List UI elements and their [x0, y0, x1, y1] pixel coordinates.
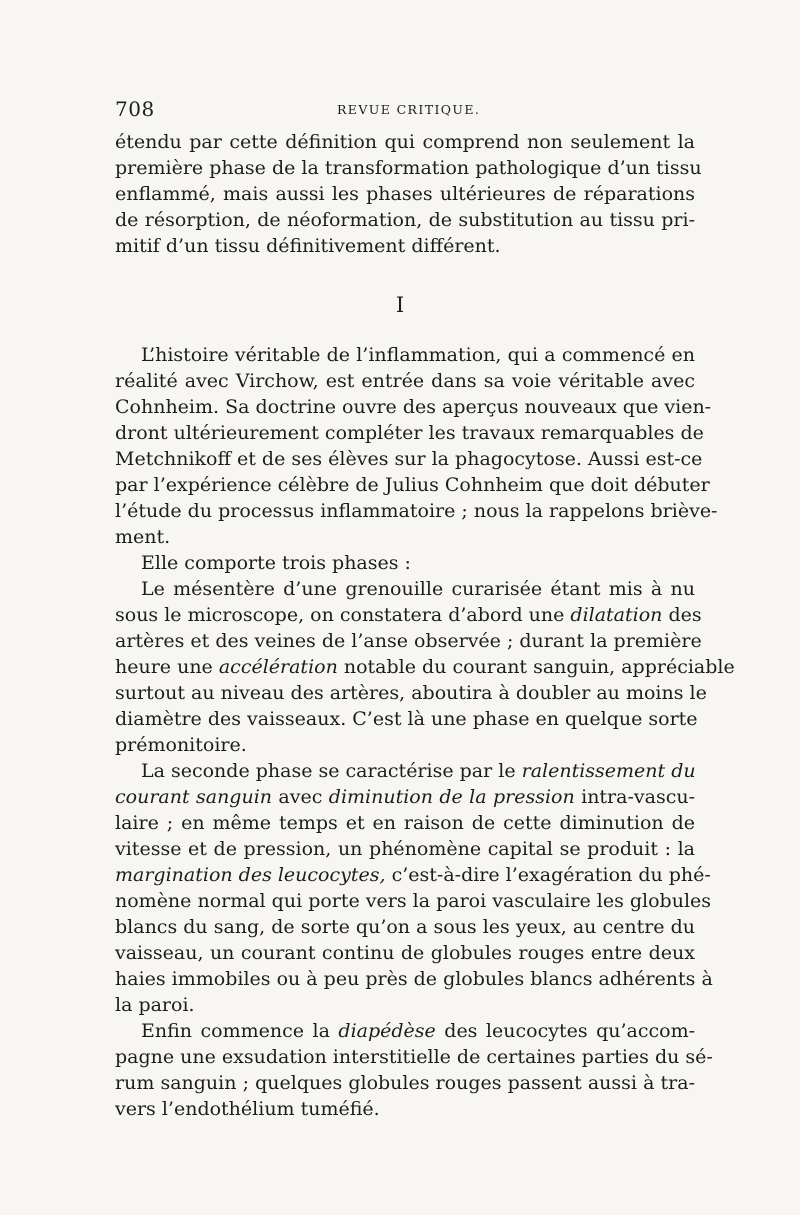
text-line: haies immobiles ou à peu près de globules blancs adhérents à [115, 968, 713, 990]
text-line [115, 758, 695, 784]
text-run: avec [272, 786, 329, 808]
text-line: blancs du sang, de sorte qu’on a sous les yeux, au centre du [115, 916, 695, 938]
text-run: heure une [115, 656, 219, 678]
page-number: 708 [115, 97, 155, 121]
text-line: dront ultérieurement compléter les travaux remarquables de [115, 422, 704, 444]
text-line: Elle comporte trois phases : [141, 552, 411, 574]
text-line: Cohnheim. Sa doctrine ouvre des aperçus nouveaux que vien- [115, 396, 712, 418]
italic-term: ralentissement du [521, 760, 696, 782]
text-line [115, 602, 702, 628]
text-run: intra-vascu- [574, 786, 696, 808]
text-run: sous le microscope, on constatera d’abord une [115, 604, 571, 626]
text-line: surtout au niveau des artères, aboutira à doubler au moins le [115, 682, 707, 704]
journal-title: REVUE CRITIQUE. [337, 102, 481, 117]
text-line: par l’expérience célèbre de Julius Cohnheim que doit débuter [115, 474, 710, 496]
italic-term: diminution de la pression [328, 786, 575, 808]
text-line: l’étude du processus inflammatoire ; nous la rappelons briève- [115, 500, 718, 522]
text-run: La seconde phase se caractérise par le [141, 760, 522, 782]
text-run: des [662, 604, 702, 626]
text-line: Metchnikoff et de ses élèves sur la phagocytose. Aussi est-ce [115, 448, 703, 470]
text-line: laire ; en même temps et en raison de cette diminution de [115, 812, 695, 834]
text-line: pagne une exsudation interstitielle de certaines parties du sé- [115, 1046, 713, 1068]
section-numeral: I [395, 293, 405, 317]
text-line: artères et des veines de l’anse observée ; durant la première [115, 630, 702, 652]
text-line [115, 862, 711, 888]
italic-term: accélération [218, 656, 338, 678]
text-line: rum sanguin ; quelques globules rouges passent aussi à tra- [115, 1072, 695, 1094]
text-line: prémonitoire. [115, 734, 247, 756]
italic-term: margination des leucocytes, [115, 864, 386, 886]
text-line: étendu par cette définition qui comprend non seulement la [115, 131, 695, 153]
text-run: des leucocytes qu’accom- [435, 1020, 695, 1042]
italic-term: dilatation [570, 604, 663, 626]
text-line: nomène normal qui porte vers la paroi vasculaire les globules [115, 890, 712, 912]
text-run: notable du courant sanguin, appréciable [337, 656, 735, 678]
text-line: vitesse et de pression, un phénomène capital se produit : la [115, 838, 695, 860]
text-line [115, 1018, 695, 1044]
text-run: c’est-à-dire l’exagération du phé- [385, 864, 711, 886]
text-line: réalité avec Virchow, est entrée dans sa voie véritable avec [115, 370, 695, 392]
text-line [115, 654, 735, 680]
text-line: diamètre des vaisseaux. C’est là une phase en quelque sorte [115, 708, 698, 730]
italic-term: courant sanguin [115, 786, 273, 808]
text-line: première phase de la transformation pathologique d’un tissu [115, 157, 702, 179]
text-line: vers l’endothélium tuméfié. [115, 1098, 380, 1120]
text-run: Enfin commence la [141, 1020, 339, 1042]
running-head [115, 97, 695, 125]
text-line: de résorption, de néoformation, de substitution au tissu pri- [115, 209, 695, 231]
text-line: vaisseau, un courant continu de globules rouges entre deux [115, 942, 695, 964]
italic-term: diapédèse [338, 1020, 436, 1042]
text-line [115, 784, 695, 810]
text-line: enflammé, mais aussi les phases ultérieures de réparations [115, 183, 695, 205]
text-line: L’histoire véritable de l’inflammation, qui a commencé en [141, 344, 695, 366]
text-line: mitif d’un tissu définitivement différent. [115, 235, 501, 257]
opening-paragraph [115, 129, 702, 259]
section-body [115, 342, 735, 1122]
text-line: Le mésentère d’une grenouille curarisée étant mis à nu [141, 578, 695, 600]
text-line: la paroi. [115, 994, 195, 1016]
text-line: ment. [115, 526, 171, 548]
